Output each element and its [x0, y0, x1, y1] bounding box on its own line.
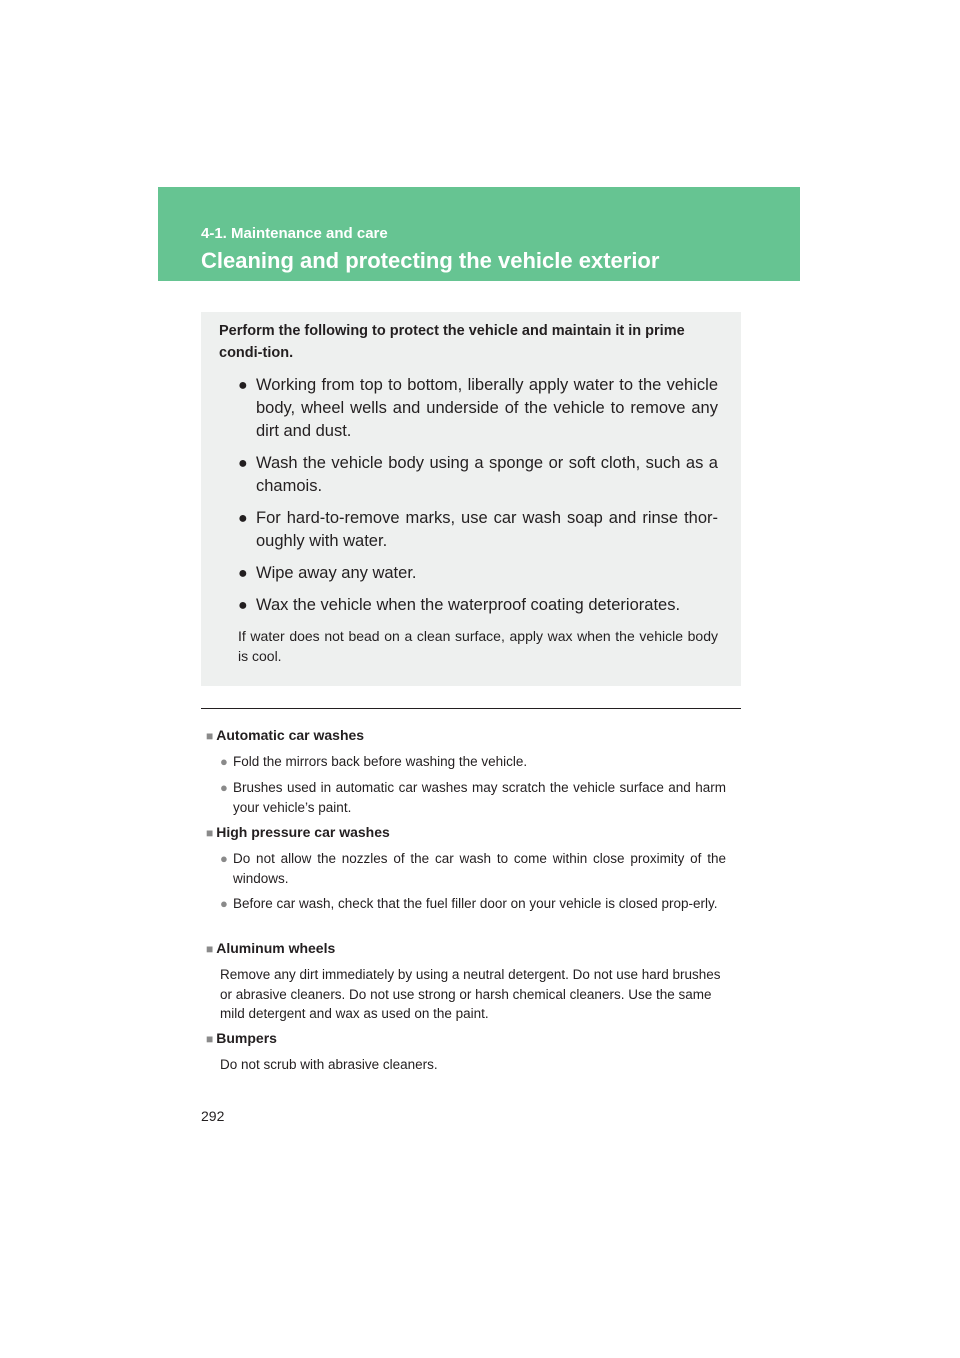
square-bullet-icon: ■ — [206, 729, 214, 743]
bullet-icon: ● — [238, 510, 248, 527]
bullet-icon: ● — [238, 597, 248, 614]
bullet-icon: ● — [238, 565, 248, 582]
step-text: Wax the vehicle when the waterproof coating deteriorates. — [256, 596, 681, 614]
section-heading — [206, 1030, 277, 1046]
bullet-icon: ● — [238, 377, 248, 394]
bullet-icon: ● — [220, 754, 228, 769]
bullet-icon: ● — [220, 780, 228, 795]
square-bullet-icon: ■ — [206, 826, 214, 840]
page-number: 292 — [201, 1108, 225, 1124]
step-item — [238, 374, 718, 443]
list-item — [220, 849, 726, 888]
heading-text: Bumpers — [216, 1030, 277, 1046]
section-heading — [206, 824, 390, 840]
page-title: Cleaning and protecting the vehicle exterior — [201, 248, 660, 273]
step-item — [238, 562, 718, 585]
list-item — [220, 752, 726, 772]
wax-note: If water does not bead on a clean surface, apply wax when the vehicle body is cool. — [238, 628, 718, 664]
heading-text: Automatic car washes — [216, 727, 365, 743]
step-text: For hard-to-remove marks, use car wash soap and rinse thor-oughly with water. — [256, 509, 718, 550]
bullet-icon: ● — [220, 896, 228, 911]
heading-text: High pressure car washes — [216, 824, 390, 840]
step-text: Wipe away any water. — [256, 564, 417, 582]
bullet-icon: ● — [238, 455, 248, 472]
section-heading — [206, 727, 364, 743]
square-bullet-icon: ■ — [206, 942, 214, 956]
paragraph: Do not scrub with abrasive cleaners. — [220, 1057, 438, 1072]
step-text: Wash the vehicle body using a sponge or soft cloth, such as a chamois. — [256, 454, 718, 495]
step-item — [238, 594, 718, 617]
section-number: 4-1. Maintenance and care — [201, 225, 388, 242]
item-text: Before car wash, check that the fuel filler door on your vehicle is closed prop-erly. — [233, 896, 718, 911]
item-text: Fold the mirrors back before washing the vehicle. — [233, 754, 528, 769]
square-bullet-icon: ■ — [206, 1032, 214, 1046]
intro-text: Perform the following to protect the vehicle and maintain it in prime condi-tion. — [219, 323, 685, 361]
step-item — [238, 452, 718, 498]
section-heading — [206, 940, 335, 956]
list-item — [220, 778, 726, 817]
intro-box — [201, 312, 741, 686]
heading-text: Aluminum wheels — [216, 940, 336, 956]
chapter-header — [158, 187, 800, 281]
bullet-icon: ● — [220, 851, 228, 866]
item-text: Do not allow the nozzles of the car wash to come within close proximity of the windows. — [233, 851, 726, 886]
divider — [201, 708, 741, 709]
paragraph: Remove any dirt immediately by using a neutral detergent. Do not use hard brushes or abrasive cleaners. Do not use strong or harsh chemical cleaners. Use the same mild detergent and wax as used on the paint. — [220, 967, 721, 1021]
step-text: Working from top to bottom, liberally apply water to the vehicle body, wheel wells and underside of the vehicle to remove any dirt and dust. — [256, 376, 718, 440]
step-item — [238, 507, 718, 553]
list-item — [220, 894, 726, 914]
item-text: Brushes used in automatic car washes may scratch the vehicle surface and harm your vehicle’s paint. — [233, 780, 726, 815]
